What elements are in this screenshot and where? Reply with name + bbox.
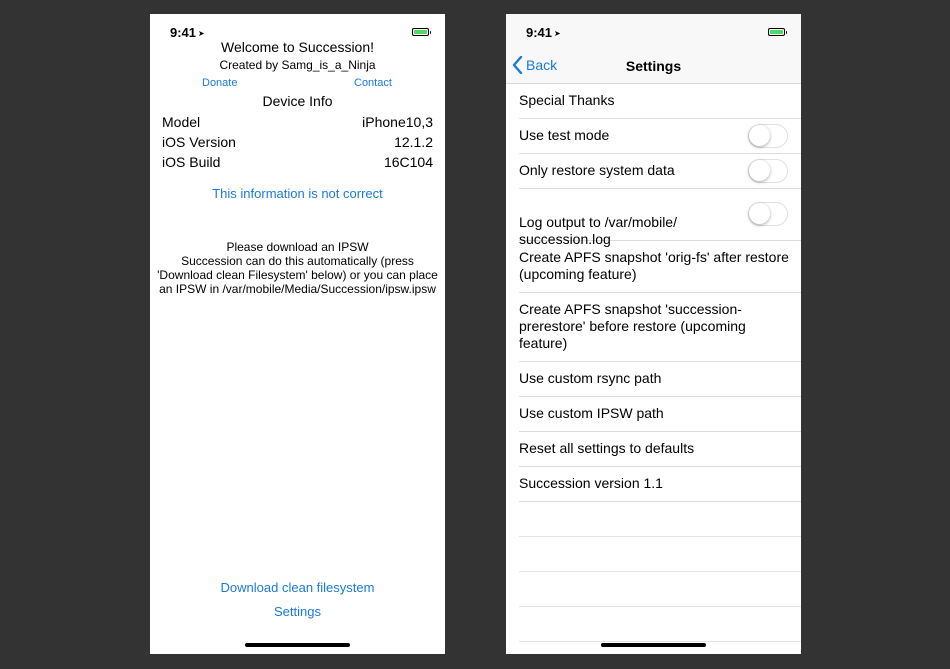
settings-row-rsync-path[interactable] xyxy=(519,362,801,397)
device-info-label: Model xyxy=(162,114,201,130)
status-bar-time xyxy=(170,25,205,40)
settings-row-snapshot-prerestore[interactable] xyxy=(519,293,801,362)
location-arrow-icon: ➤ xyxy=(554,29,561,38)
device-info-heading: Device Info xyxy=(262,93,333,109)
ipsw-instructions-line: Succession can do this automatically (press xyxy=(181,254,414,268)
empty-row xyxy=(519,537,801,572)
back-label: Back xyxy=(526,57,558,73)
device-info-label: iOS Version xyxy=(162,134,236,150)
settings-row-label: Use test mode xyxy=(519,127,610,143)
settings-row-log-output xyxy=(519,189,801,247)
main-screen xyxy=(150,14,445,654)
settings-row-label: Use custom rsync path xyxy=(519,370,662,386)
settings-button[interactable]: Settings xyxy=(274,604,321,619)
location-arrow-icon: ➤ xyxy=(198,29,205,38)
settings-row-special-thanks[interactable] xyxy=(519,84,801,119)
log-output-toggle[interactable] xyxy=(748,202,788,226)
download-filesystem-button[interactable]: Download clean filesystem xyxy=(220,580,375,595)
created-by-text: Created by Samg_is_a_Ninja xyxy=(219,58,376,72)
navigation-bar xyxy=(506,14,801,84)
settings-table xyxy=(506,84,801,642)
restore-system-data-toggle[interactable] xyxy=(748,159,788,183)
info-incorrect-link[interactable]: This information is not correct xyxy=(212,186,383,201)
contact-link[interactable]: Contact xyxy=(354,77,392,89)
settings-row-restore-system-data xyxy=(519,154,801,189)
status-time-text: 9:41 xyxy=(170,25,197,40)
settings-row-reset-defaults[interactable] xyxy=(519,432,801,467)
settings-row-label: Use custom IPSW path xyxy=(519,405,664,421)
settings-row-label: Reset all settings to defaults xyxy=(519,440,695,456)
battery-icon xyxy=(768,28,785,36)
status-bar-time xyxy=(526,25,561,40)
battery-icon xyxy=(412,28,429,36)
empty-row xyxy=(519,607,801,642)
ipsw-instructions-line: an IPSW in /var/mobile/Media/Succession/ipsw.ipsw xyxy=(159,282,436,296)
settings-row-label: Only restore system data xyxy=(519,162,675,178)
welcome-title: Welcome to Succession! xyxy=(220,39,375,55)
device-info-label: iOS Build xyxy=(162,154,221,170)
device-info-value: 16C104 xyxy=(383,154,433,170)
status-time-text: 9:41 xyxy=(526,25,553,40)
test-mode-toggle[interactable] xyxy=(748,124,788,148)
ipsw-instructions-line: Please download an IPSW xyxy=(226,240,369,254)
nav-title: Settings xyxy=(625,58,682,74)
settings-row-label: Create APFS snapshot 'succession-prerestore' before restore (upcoming feature) xyxy=(519,301,746,351)
device-info-value: iPhone10,3 xyxy=(362,114,433,130)
device-info-value: 12.1.2 xyxy=(394,134,433,150)
ipsw-instructions xyxy=(150,240,445,296)
settings-row-label: Succession version 1.1 xyxy=(519,475,663,491)
settings-row-snapshot-orig-fs[interactable] xyxy=(519,241,801,293)
home-indicator[interactable] xyxy=(245,643,350,647)
settings-row-label: Special Thanks xyxy=(519,92,615,108)
settings-row-test-mode xyxy=(519,119,801,154)
settings-row-version xyxy=(519,467,801,502)
empty-row xyxy=(519,572,801,607)
settings-screen xyxy=(506,14,801,654)
empty-row xyxy=(519,502,801,537)
settings-row-ipsw-path[interactable] xyxy=(519,397,801,432)
home-indicator[interactable] xyxy=(601,643,706,647)
ipsw-instructions-line: 'Download clean Filesystem' below) or you can place xyxy=(157,268,438,282)
settings-row-label: Log output to /var/mobile/ succession.log xyxy=(519,214,677,247)
donate-link[interactable]: Donate xyxy=(202,77,238,89)
settings-row-label: Create APFS snapshot 'orig-fs' after restore (upcoming feature) xyxy=(519,249,789,282)
